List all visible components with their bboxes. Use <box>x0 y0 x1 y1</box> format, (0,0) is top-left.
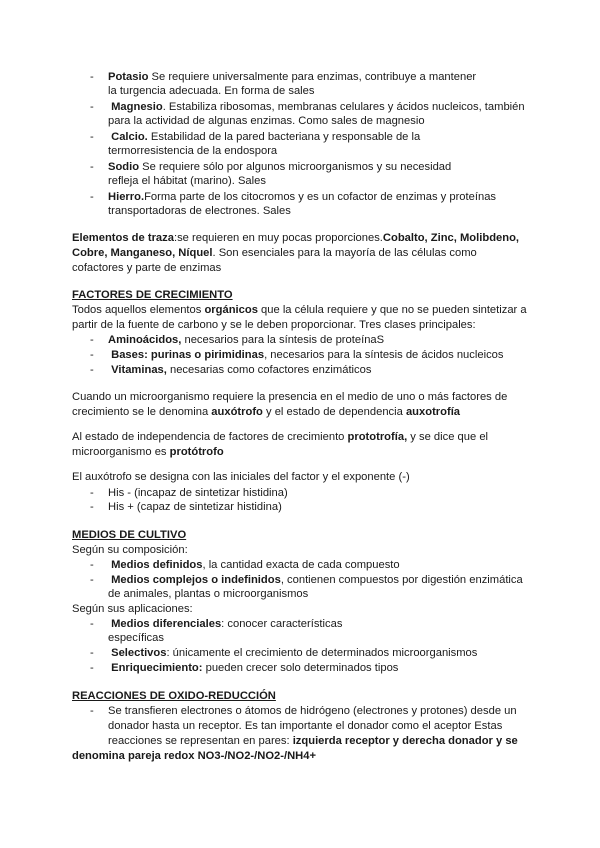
heading-growth-factors: FACTORES DE CRECIMIENTO <box>72 289 233 301</box>
media-defined: Medios definidos, la cantidad exacta de cada compuesto <box>111 559 400 571</box>
bullet-dash: - <box>90 705 94 717</box>
bullet-dash: - <box>90 191 94 203</box>
bullet-dash: - <box>90 349 94 361</box>
bullet-dash: - <box>90 662 94 674</box>
his-minus: His - (incapaz de sintetizar histidina) <box>108 487 288 499</box>
growth-intro-2: partir de la fuente de carbono y se le deben proporcionar. Tres clases principales: <box>72 319 476 331</box>
media-complex-cont: de animales, plantas o microorganismos <box>108 588 309 600</box>
bullet-dash: - <box>90 71 94 83</box>
bullet-dash: - <box>90 131 94 143</box>
auxotroph-line-2: crecimiento se le denomina auxótrofo y el estado de dependencia auxotrofía <box>72 406 461 418</box>
mineral-calcio: Calcio. Estabilidad de la pared bacteriana y responsable de la <box>111 131 421 143</box>
redox-line-4: denomina pareja redox NO3-/NO2-/NO2-/NH4+ <box>72 750 317 762</box>
media-enrichment: Enriquecimiento: pueden crecer solo determinados tipos <box>111 662 399 674</box>
media-by-application: Según sus aplicaciones: <box>72 603 193 615</box>
mineral-potasio-cont: la turgencia adecuada. En forma de sales <box>108 85 315 97</box>
mineral-sodio-cont: refleja el hábitat (marino). Sales <box>108 175 266 187</box>
mineral-calcio-cont: termorresistencia de la endospora <box>108 145 278 157</box>
designation-text: El auxótrofo se designa con las iniciales del factor y el exponente (-) <box>72 471 410 483</box>
mineral-sodio: Sodio Se requiere sólo por algunos microorganismos y su necesidad <box>108 161 452 173</box>
auxotroph-line-1: Cuando un microorganismo requiere la presencia en el medio de uno o más factores de <box>72 391 508 403</box>
bullet-dash: - <box>90 101 94 113</box>
heading-redox: REACCIONES DE OXIDO-REDUCCIÓN <box>72 690 276 702</box>
bullet-dash: - <box>90 618 94 630</box>
media-differential-cont: específicas <box>108 632 164 644</box>
his-plus: His + (capaz de sintetizar histidina) <box>108 501 282 513</box>
redox-line-2: donador hasta un receptor. Es tan importante el donador como el aceptor Estas <box>108 720 503 732</box>
growth-item-aminoacidos: Aminoácidos, necesarios para la síntesis de proteínaS <box>108 334 385 346</box>
bullet-dash: - <box>90 487 94 499</box>
mineral-potasio: Potasio Se requiere universalmente para enzimas, contribuye a mantener <box>108 71 477 83</box>
trace-line-2: Cobre, Manganeso, Níquel. Son esenciales para la mayoría de las células como <box>72 247 477 259</box>
media-differential: Medios diferenciales: conocer características <box>111 618 343 630</box>
bullet-dash: - <box>90 574 94 586</box>
prototroph-line-2: microorganismo es protótrofo <box>72 446 224 458</box>
trace-line-3: cofactores y parte de enzimas <box>72 262 222 274</box>
bullet-dash: - <box>90 559 94 571</box>
bullet-dash: - <box>90 647 94 659</box>
trace-line-1: Elementos de traza:se requieren en muy pocas proporciones.Cobalto, Zinc, Molibdeno, <box>72 232 520 244</box>
prototroph-line-1: Al estado de independencia de factores de crecimiento prototrofía, y se dice que el <box>72 431 489 443</box>
growth-item-vitaminas: Vitaminas, necesarias como cofactores enzimáticos <box>111 364 372 376</box>
bullet-dash: - <box>90 364 94 376</box>
media-by-composition: Según su composición: <box>72 544 188 556</box>
growth-item-bases: Bases: purinas o pirimidinas, necesarios para la síntesis de ácidos nucleicos <box>111 349 504 361</box>
mineral-magnesio-cont: para la actividad de algunas enzimas. Como sales de magnesio <box>108 115 425 127</box>
redox-line-3: reacciones se representan en pares: izquierda receptor y derecha donador y se <box>108 735 518 747</box>
redox-line-1: Se transfieren electrones o átomos de hidrógeno (electrones y protones) desde un <box>108 705 517 717</box>
mineral-hierro: Hierro.Forma parte de los citocromos y es un cofactor de enzimas y proteínas <box>108 191 497 203</box>
heading-culture-media: MEDIOS DE CULTIVO <box>72 529 187 541</box>
media-selective: Selectivos: únicamente el crecimiento de determinados microorganismos <box>111 647 478 659</box>
mineral-magnesio: Magnesio. Estabiliza ribosomas, membranas celulares y ácidos nucleicos, también <box>111 101 525 113</box>
growth-intro-1: Todos aquellos elementos orgánicos que la célula requiere y que no se pueden sintetizar a <box>72 304 527 316</box>
mineral-hierro-cont: transportadoras de electrones. Sales <box>108 205 291 217</box>
bullet-dash: - <box>90 501 94 513</box>
bullet-dash: - <box>90 334 94 346</box>
bullet-dash: - <box>90 161 94 173</box>
media-complex: Medios complejos o indefinidos, contienen compuestos por digestión enzimática <box>111 574 523 586</box>
